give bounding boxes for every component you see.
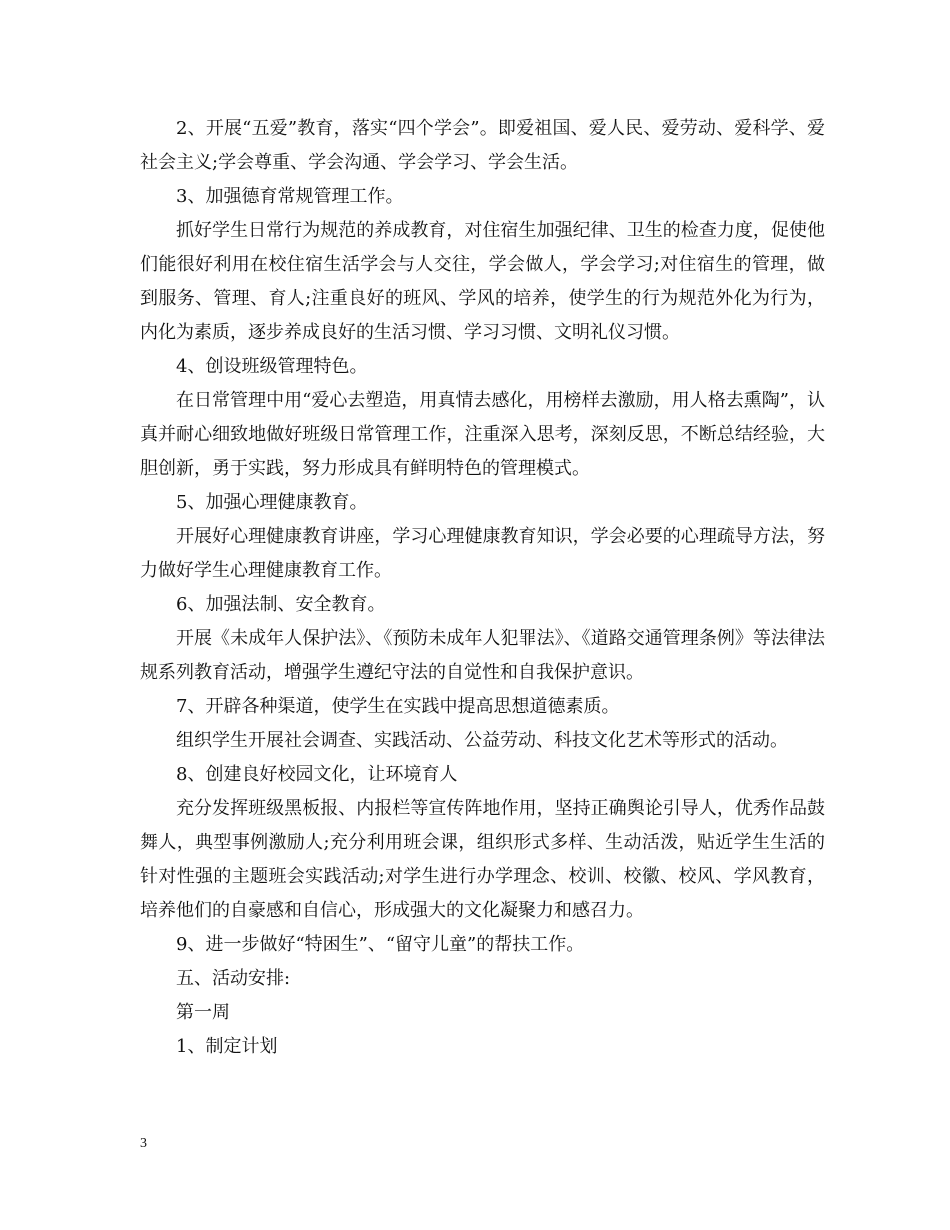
paragraph: 组织学生开展社会调查、实践活动、公益劳动、科技文化艺术等形式的活动。 — [176, 730, 788, 751]
paragraph: 抓好学生日常行为规范的养成教育，对住宿生加强纪律、卫生的检查力度，促使他们能很好利用在校住宿生活学会与人交往，学会做人，学会学习;对住宿生的管理，做到服务、管理、育人;注重良好的班风、学风的培养，使学生的行为规范外化为行为，内化为素质，逐步养成良好的生活习惯、学习习惯、文明礼仪习惯。 — [140, 220, 825, 343]
paragraph: 开展好心理健康教育讲座，学习心理健康教育知识，学会必要的心理疏导方法，努力做好学生心理健康教育工作。 — [140, 526, 825, 581]
section-heading: 9、进一步做好“特困生”、“留守儿童”的帮扶工作。 — [176, 934, 585, 955]
paragraph: 充分发挥班级黑板报、内报栏等宣传阵地作用，坚持正确舆论引导人，优秀作品鼓舞人，典型事例激励人;充分利用班会课，组织形式多样、生动活泼，贴近学生生活的针对性强的主题班会实践活动;对学生进行办学理念、校训、校徽、校风、学风教育，培养他们的自豪感和自信心，形成强大的文化凝聚力和感召力。 — [140, 798, 825, 921]
section-heading: 8、创建良好校园文化，让环境育人 — [176, 764, 458, 785]
paragraph: 在日常管理中用“爱心去塑造，用真情去感化，用榜样去激励，用人格去熏陶”，认真并耐心细致地做好班级日常管理工作，注重深入思考，深刻反思，不断总结经验，大胆创新，勇于实践，努力形成具有鲜明特色的管理模式。 — [140, 390, 825, 479]
section-heading: 五、活动安排: — [176, 968, 291, 989]
section-heading: 5、加强心理健康教育。 — [176, 492, 368, 513]
list-item: 1、制定计划 — [176, 1036, 278, 1057]
document-body — [140, 112, 825, 1064]
page-number: 3 — [140, 1136, 147, 1151]
paragraph: 2、开展“五爱”教育，落实“四个学会”。即爱祖国、爱人民、爱劳动、爱科学、爱社会主义;学会尊重、学会沟通、学会学习、学会生活。 — [140, 118, 825, 173]
section-heading: 4、创设班级管理特色。 — [176, 356, 368, 377]
paragraph: 开展《未成年人保护法》、《预防未成年人犯罪法》、《道路交通管理条例》等法律法规系列教育活动，增强学生遵纪守法的自觉性和自我保护意识。 — [140, 628, 825, 683]
section-heading: 6、加强法制、安全教育。 — [176, 594, 386, 615]
section-heading: 7、开辟各种渠道，使学生在实践中提高思想道德素质。 — [176, 696, 620, 717]
section-heading: 3、加强德育常规管理工作。 — [176, 186, 404, 207]
subsection-heading: 第一周 — [176, 1002, 230, 1023]
